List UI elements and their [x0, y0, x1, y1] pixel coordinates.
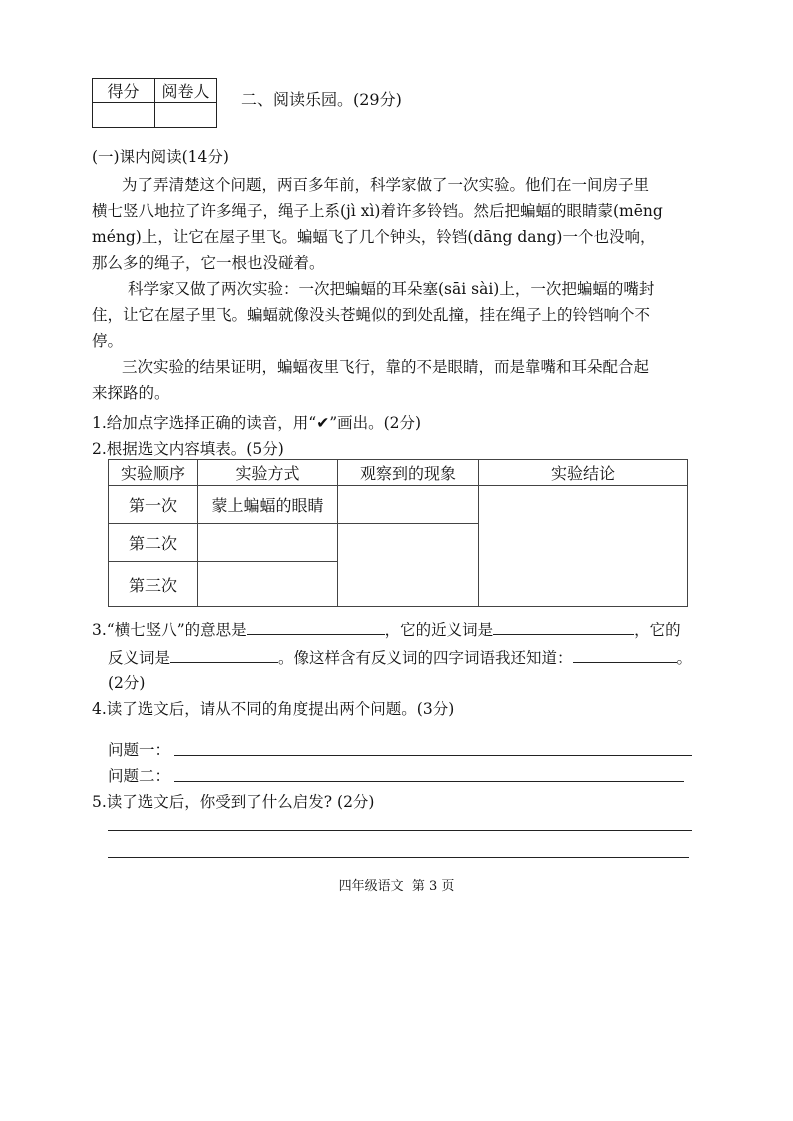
answer-line[interactable]	[108, 830, 692, 831]
grader-cell[interactable]	[155, 103, 217, 128]
table-cell-method: 蒙上蝙蝠的眼睛	[198, 486, 338, 524]
question-2: 2.根据选文内容填表。(5分)	[92, 440, 284, 458]
question-label-1: 问题一：	[108, 741, 171, 759]
q3-text: ，它的	[634, 621, 681, 639]
passage-line: 住，让它在屋子里飞。蝙蝠就像没头苍蝇似的到处乱撞，挂在绳子上的铃铛响个不	[92, 306, 651, 324]
passage-line: 三次实验的结果证明，蝙蝠夜里飞行，靠的不是眼睛，而是靠嘴和耳朵配合起	[122, 358, 650, 376]
passage-line: 那么多的绳子，它一根也没碰着。	[92, 254, 325, 272]
table-cell-observation[interactable]	[338, 486, 479, 524]
q3-text: 3.“横七竖八”的意思是	[92, 621, 247, 639]
question-1: 1.给加点字选择正确的读音，用“✔”画出。(2分)	[92, 414, 422, 432]
question-5: 5.读了选文后，你受到了什么启发? (2分)	[92, 793, 375, 811]
page-footer: 四年级语文 第 3 页	[338, 879, 455, 894]
q3-idiom-blank[interactable]	[573, 647, 677, 663]
score-cell[interactable]	[93, 103, 155, 128]
score-box	[92, 78, 217, 128]
question-4: 4.读了选文后，请从不同的角度提出两个问题。(3分)	[92, 700, 455, 718]
q3-antonym-blank[interactable]	[170, 647, 278, 663]
q3-text: 。	[676, 649, 693, 667]
q3-text: 反义词是	[108, 649, 171, 667]
table-cell-order: 第三次	[109, 562, 198, 607]
grader-label: 阅卷人	[155, 79, 217, 103]
experiment-table	[108, 459, 688, 607]
answer-line[interactable]	[108, 857, 689, 858]
table-cell-order: 第一次	[109, 486, 198, 524]
table-header: 实验顺序	[109, 460, 198, 486]
table-header: 实验结论	[479, 460, 688, 486]
table-cell-observation[interactable]	[338, 524, 479, 607]
q3-text: ，它的近义词是	[384, 621, 494, 639]
subsection-title: (一)课内阅读(14分)	[92, 148, 229, 166]
passage-line: 横七竖八地拉了许多绳子，绳子上系(jì xì)着许多铃铛。然后把蝙蝠的眼睛蒙(mēng	[92, 202, 663, 220]
table-cell-order: 第二次	[109, 524, 198, 562]
passage-line: 停。	[92, 332, 124, 350]
question-label-2: 问题二：	[108, 767, 171, 785]
passage-line: méng)上，让它在屋子里飞。蝙蝠飞了几个钟头，铃铛(dāng dang)一个也没响，	[92, 228, 656, 246]
q3-synonym-blank[interactable]	[493, 619, 634, 635]
table-header: 观察到的现象	[338, 460, 479, 486]
passage-line: 来探路的。	[92, 384, 170, 402]
score-label: 得分	[93, 79, 155, 103]
table-header: 实验方式	[198, 460, 338, 486]
question-3-line2	[108, 647, 692, 669]
table-cell-method[interactable]	[198, 562, 338, 607]
q3-text: 。像这样含有反义词的四字词语我还知道：	[278, 649, 573, 667]
section-title: 二、阅读乐园。(29分)	[241, 90, 402, 109]
question-3-line1	[92, 619, 681, 641]
table-cell-conclusion[interactable]	[479, 486, 688, 607]
question-3-score: (2分)	[108, 674, 146, 692]
q3-meaning-blank[interactable]	[247, 619, 385, 635]
answer-line[interactable]	[174, 781, 684, 782]
passage-line: 科学家又做了两次实验：一次把蝙蝠的耳朵塞(sāi sài)上，一次把蝙蝠的嘴封	[128, 280, 655, 298]
table-cell-method[interactable]	[198, 524, 338, 562]
passage-line: 为了弄清楚这个问题，两百多年前，科学家做了一次实验。他们在一间房子里	[122, 176, 650, 194]
answer-line[interactable]	[174, 755, 692, 756]
